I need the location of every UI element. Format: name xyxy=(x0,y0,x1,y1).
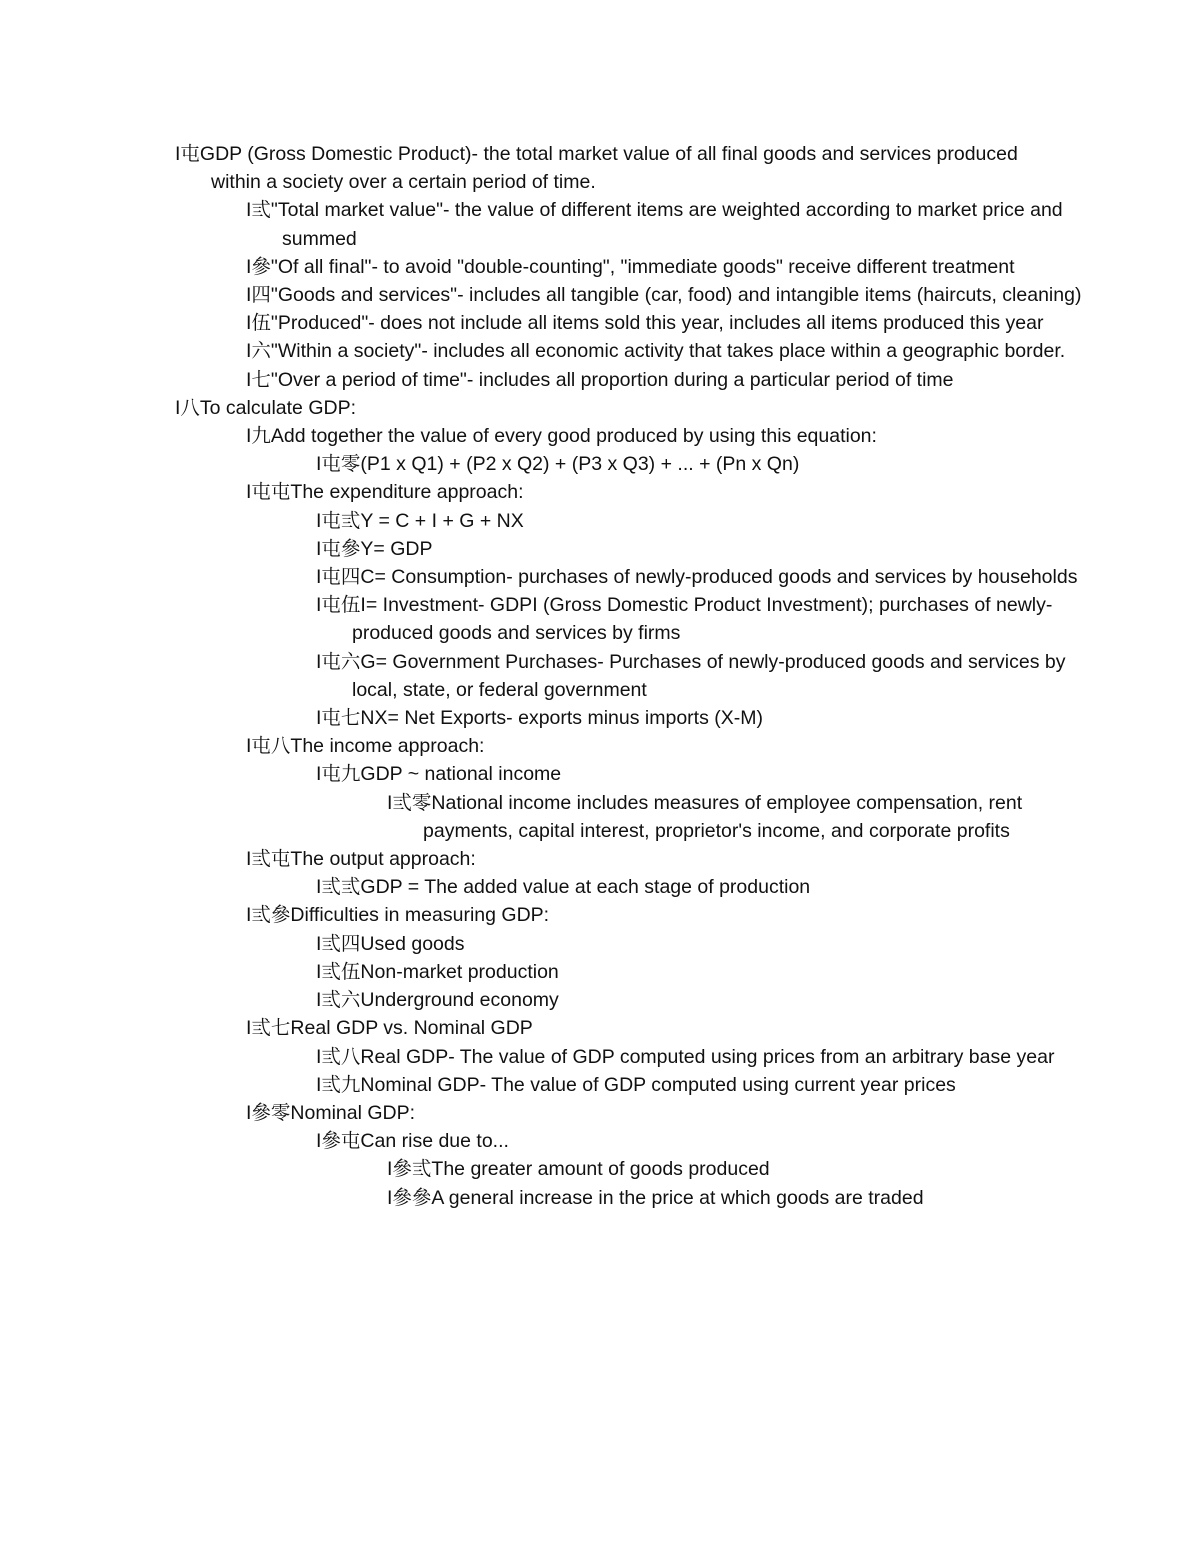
outline-item-content xyxy=(175,394,1061,422)
outline-item-text: The output approach: xyxy=(290,848,476,871)
outline-item-text: The expenditure approach: xyxy=(290,481,524,504)
bullet-marker: I弎 xyxy=(246,199,271,222)
outline-item-level-2 xyxy=(0,704,1200,732)
bullet-marker: I弎九 xyxy=(316,1073,361,1096)
outline-item-content xyxy=(246,1014,1082,1042)
outline-item-content xyxy=(387,789,1103,845)
outline-item-text: To calculate GDP: xyxy=(199,396,356,419)
bullet-marker: I屯四 xyxy=(316,566,361,589)
outline-item-text: The income approach: xyxy=(290,735,485,758)
outline-item-text: Underground economy xyxy=(360,989,559,1012)
outline-item-level-1 xyxy=(0,253,1200,281)
outline-item-content xyxy=(316,873,1092,901)
outline-item-content xyxy=(387,1184,1103,1212)
bullet-marker: I六 xyxy=(246,340,271,363)
outline-item-level-2 xyxy=(0,930,1200,958)
bullet-marker: I屯參 xyxy=(316,537,361,560)
outline-item-content xyxy=(246,478,1082,506)
outline-item-text: GDP ~ national income xyxy=(360,763,562,786)
outline-item-content xyxy=(246,337,1082,365)
bullet-marker: I屯 xyxy=(175,143,200,165)
bullet-marker: I弎零 xyxy=(387,791,432,814)
outline-item-level-2 xyxy=(0,507,1200,535)
outline-item-text: GDP = The added value at each stage of production xyxy=(360,876,811,899)
outline-item-content xyxy=(246,196,1082,252)
bullet-marker: I弎參 xyxy=(246,904,291,927)
outline-item-content xyxy=(316,704,1092,732)
bullet-marker: I屯伍 xyxy=(316,594,361,617)
document-page xyxy=(0,140,1200,1212)
outline-item-level-1 xyxy=(0,309,1200,337)
outline-item-level-2 xyxy=(0,1043,1200,1071)
bullet-marker: I參參 xyxy=(387,1186,432,1209)
bullet-marker: I伍 xyxy=(246,312,271,335)
outline-item-content xyxy=(316,1043,1092,1071)
outline-item-content xyxy=(316,507,1092,535)
outline-item-content xyxy=(246,366,1082,394)
outline-item-content xyxy=(387,1155,1103,1183)
outline-item-level-1 xyxy=(0,422,1200,450)
bullet-marker: I弎弎 xyxy=(316,876,361,899)
outline-item-content xyxy=(316,1127,1092,1155)
bullet-marker: I屯弎 xyxy=(316,509,361,532)
outline-item-content xyxy=(246,1099,1082,1127)
outline-item-level-3 xyxy=(0,789,1200,845)
outline-item-text: Y = C + I + G + NX xyxy=(360,509,524,532)
outline-item-text: NX= Net Exports- exports minus imports (X-M) xyxy=(360,707,763,730)
outline-item-level-1 xyxy=(0,196,1200,252)
outline-item-level-2 xyxy=(0,535,1200,563)
outline-item-content xyxy=(316,760,1092,788)
outline-item-content xyxy=(246,732,1082,760)
bullet-marker: I弎屯 xyxy=(246,848,291,871)
outline-item-text: Used goods xyxy=(360,932,465,955)
outline-item-level-0 xyxy=(0,140,1200,196)
outline-item-content xyxy=(316,648,1092,704)
outline-item-text: National income includes measures of employee compensation, rent payments, capital interest, proprietor's income, and corporate profits xyxy=(423,791,1023,842)
outline-item-text: "Total market value"- the value of different items are weighted according to market price and summed xyxy=(270,199,1063,250)
outline-item-level-2 xyxy=(0,873,1200,901)
bullet-marker: I八 xyxy=(175,396,200,419)
outline-item-level-0 xyxy=(0,394,1200,422)
bullet-marker: I參屯 xyxy=(316,1130,361,1153)
outline-item-text: "Produced"- does not include all items sold this year, includes all items produced this year xyxy=(270,312,1044,335)
outline-item-text: Add together the value of every good produced by using this equation: xyxy=(270,425,877,448)
outline-item-text: "Of all final"- to avoid "double-counting", "immediate goods" receive different treatment xyxy=(270,255,1015,278)
outline-item-level-1 xyxy=(0,732,1200,760)
outline-item-text: The greater amount of goods produced xyxy=(431,1158,770,1181)
bullet-marker: I弎七 xyxy=(246,1017,291,1040)
outline-item-level-1 xyxy=(0,337,1200,365)
bullet-marker: I九 xyxy=(246,425,271,448)
outline-item-text: "Goods and services"- includes all tangible (car, food) and intangible items (haircuts, cleaning) xyxy=(270,284,1082,307)
outline-item-level-2 xyxy=(0,563,1200,591)
outline-item-text: Real GDP- The value of GDP computed using prices from an arbitrary base year xyxy=(360,1045,1055,1068)
outline-item-level-2 xyxy=(0,986,1200,1014)
bullet-marker: I屯零 xyxy=(316,453,361,476)
outline-item-level-3 xyxy=(0,1155,1200,1183)
outline-item-content xyxy=(316,450,1092,478)
outline-item-text: Non-market production xyxy=(360,960,559,983)
outline-item-content xyxy=(175,140,1061,196)
outline-item-content xyxy=(246,281,1082,309)
outline-item-content xyxy=(316,1071,1092,1099)
outline-item-text: "Within a society"- includes all economic activity that takes place within a geographic border. xyxy=(270,340,1066,363)
outline-item-level-2 xyxy=(0,1127,1200,1155)
outline-item-content xyxy=(316,563,1092,591)
outline-item-text: Nominal GDP: xyxy=(290,1101,416,1124)
outline-item-level-2 xyxy=(0,450,1200,478)
outline-item-text: Real GDP vs. Nominal GDP xyxy=(290,1017,533,1040)
outline-item-text: "Over a period of time"- includes all proportion during a particular period of time xyxy=(270,368,954,391)
outline-item-content xyxy=(246,253,1082,281)
bullet-marker: I屯七 xyxy=(316,707,361,730)
outline-item-text: G= Government Purchases- Purchases of newly-produced goods and services by local, state, or federal government xyxy=(352,650,1066,701)
bullet-marker: I弎八 xyxy=(316,1045,361,1068)
outline-item-content xyxy=(246,901,1082,929)
outline-item-level-2 xyxy=(0,958,1200,986)
outline-item-text: GDP (Gross Domestic Product)- the total market value of all final goods and services produced within a society over a certain period of time. xyxy=(199,143,1018,194)
outline-item-level-1 xyxy=(0,1099,1200,1127)
bullet-marker: I弎伍 xyxy=(316,960,361,983)
outline-item-text: Can rise due to... xyxy=(360,1130,509,1153)
outline-item-level-2 xyxy=(0,648,1200,704)
bullet-marker: I屯六 xyxy=(316,650,361,673)
bullet-marker: I四 xyxy=(246,284,271,307)
outline-item-level-1 xyxy=(0,478,1200,506)
bullet-marker: I參弎 xyxy=(387,1158,432,1181)
outline-item-level-1 xyxy=(0,366,1200,394)
outline-item-content xyxy=(316,958,1092,986)
outline-item-level-3 xyxy=(0,1184,1200,1212)
outline-item-text: Difficulties in measuring GDP: xyxy=(290,904,550,927)
outline-item-level-1 xyxy=(0,1014,1200,1042)
outline-item-text: Y= GDP xyxy=(360,537,433,560)
outline-item-level-1 xyxy=(0,901,1200,929)
outline-item-content xyxy=(246,845,1082,873)
bullet-marker: I弎四 xyxy=(316,932,361,955)
outline-item-content xyxy=(316,591,1092,647)
outline-item-text: Nominal GDP- The value of GDP computed using current year prices xyxy=(360,1073,956,1096)
outline-item-content xyxy=(246,309,1082,337)
outline-item-text: (P1 x Q1) + (P2 x Q2) + (P3 x Q3) + ... + (Pn x Qn) xyxy=(360,453,800,476)
outline-item-content xyxy=(246,422,1082,450)
outline-item-text: A general increase in the price at which goods are traded xyxy=(431,1186,924,1209)
outline-item-text: C= Consumption- purchases of newly-produced goods and services by households xyxy=(360,566,1078,589)
outline-item-text: I= Investment- GDPI (Gross Domestic Product Investment); purchases of newly-produced goods and services by firms xyxy=(352,594,1053,645)
outline-item-level-1 xyxy=(0,281,1200,309)
outline-item-content xyxy=(316,930,1092,958)
bullet-marker: I屯八 xyxy=(246,735,291,758)
bullet-marker: I參零 xyxy=(246,1101,291,1124)
bullet-marker: I屯九 xyxy=(316,763,361,786)
outline-item-content xyxy=(316,986,1092,1014)
outline-item-level-1 xyxy=(0,845,1200,873)
bullet-marker: I參 xyxy=(246,255,271,278)
outline-item-level-2 xyxy=(0,591,1200,647)
outline-item-level-2 xyxy=(0,1071,1200,1099)
outline-item-level-2 xyxy=(0,760,1200,788)
bullet-marker: I屯屯 xyxy=(246,481,291,504)
bullet-marker: I弎六 xyxy=(316,989,361,1012)
bullet-marker: I七 xyxy=(246,368,271,391)
outline-item-content xyxy=(316,535,1092,563)
